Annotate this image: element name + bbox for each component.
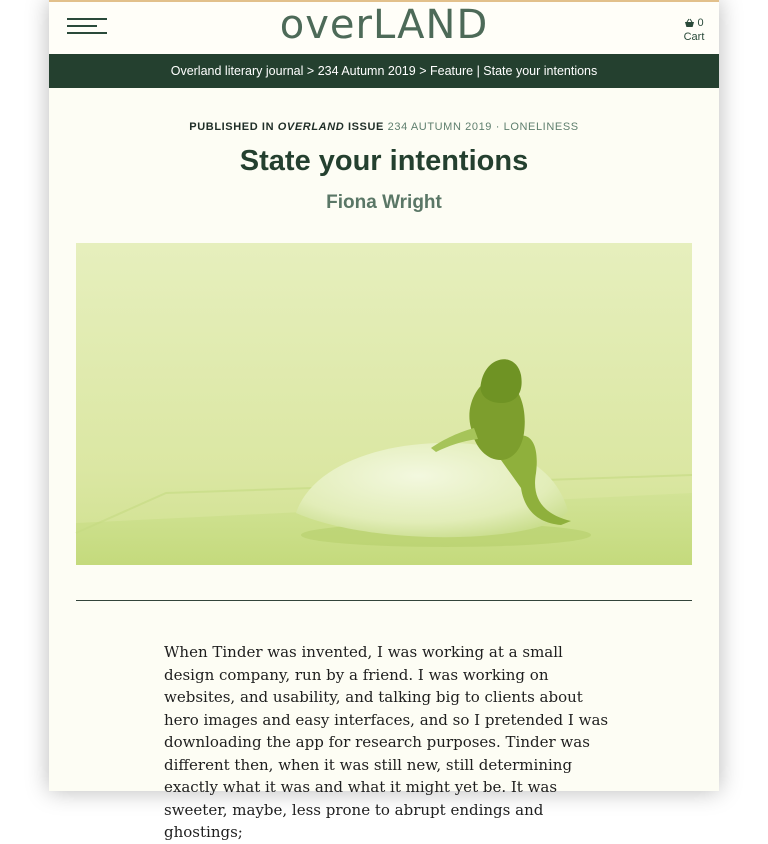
breadcrumb-separator: > — [419, 64, 427, 78]
theme-link[interactable]: LONELINESS — [503, 121, 579, 133]
issue-word: ISSUE — [347, 121, 384, 133]
cart-count: 0 — [697, 17, 704, 29]
divider — [76, 600, 692, 601]
cart-button[interactable] — [674, 16, 714, 44]
basket-icon — [684, 18, 695, 28]
page-title: State your intentions — [239, 145, 529, 177]
author-name[interactable]: Fiona Wright — [326, 192, 442, 213]
publication-line — [49, 121, 719, 133]
breadcrumb — [49, 54, 719, 88]
site-logo[interactable]: overLAND — [279, 2, 489, 48]
issue-link[interactable]: 234 AUTUMN 2019 — [387, 121, 493, 133]
separator-dot: · — [495, 121, 500, 133]
breadcrumb-separator: > — [306, 64, 315, 78]
article-page — [49, 0, 719, 841]
breadcrumb-divider: | — [476, 64, 480, 78]
breadcrumb-current: State your intentions — [483, 64, 598, 78]
breadcrumb-home-link[interactable]: Overland literary journal — [170, 64, 304, 78]
article-body — [164, 641, 614, 844]
article-paragraph: When Tinder was invented, I was working at a small design company, run by a friend. I was working on websites, and usability, and talking big to clients about hero images and easy interfaces, and so I pretended I was downloading the app for research purposes. Tinder was different then, when it was still new, still determining exactly what it was and what it might yet be. It was sweeter, maybe, less prone to abrupt endings and ghostings; — [164, 643, 609, 841]
published-prefix: PUBLISHED IN — [189, 121, 275, 133]
site-header — [49, 2, 719, 54]
hero-illustration — [76, 243, 692, 565]
breadcrumb-feature-link[interactable]: Feature — [429, 64, 474, 78]
hero-image — [76, 243, 692, 565]
journal-name: OVERLAND — [277, 121, 345, 133]
cart-label: Cart — [683, 31, 705, 43]
breadcrumb-issue-link[interactable]: 234 Autumn 2019 — [317, 64, 416, 78]
